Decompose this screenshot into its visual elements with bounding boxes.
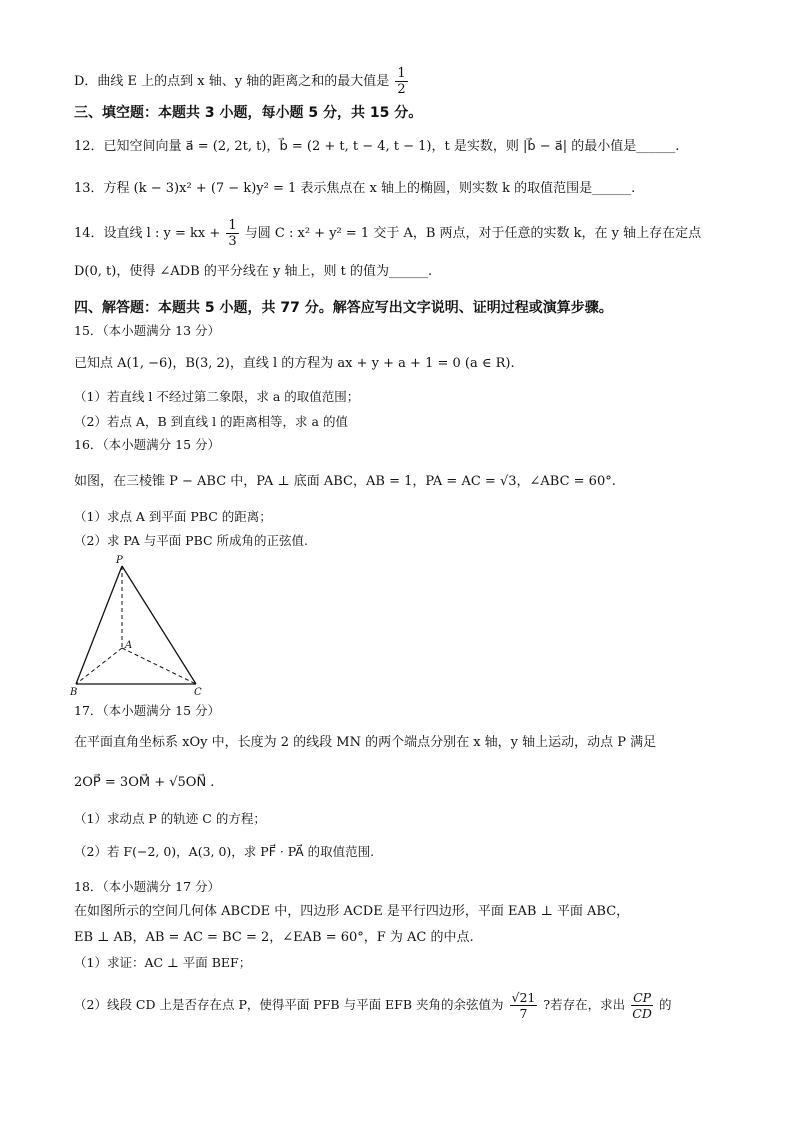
- question-17-header: 17．（本小题满分 15 分）: [74, 703, 221, 718]
- question-15-header: 15．（本小题满分 13 分）: [74, 323, 221, 338]
- question-18-part2-start: （2）线段 CD 上是否存在点 P，使得平面 PFB 与平面 EFB 夹角的余弦值为: [74, 997, 504, 1012]
- question-15-part1: （1）若直线 l 不经过第二象限，求 a 的取值范围；: [74, 389, 360, 404]
- question-17-part1: （1）求动点 P 的轨迹 C 的方程；: [74, 811, 266, 826]
- fraction-denominator: CD: [632, 1006, 652, 1021]
- question-14-start: 14．设直线 l : y = kx +: [74, 226, 221, 241]
- question-17-equation: 2OP⃗ = 3OM⃗ + √5ON⃗ .: [74, 775, 215, 790]
- question-13: 13．方程 (k − 3)x² + (7 − k)y² = 1 表示焦点在 x 轴上的椭圆，则实数 k 的取值范围是______.: [74, 181, 636, 196]
- option-d-text: D．曲线 E 上的点到 x 轴、y 轴的距离之和的最大值是: [74, 74, 390, 89]
- ratio-fraction: [631, 990, 653, 1021]
- question-15-part2: （2）若点 A，B 到直线 l 的距离相等，求 a 的值: [74, 414, 348, 429]
- question-18-text2: EB ⊥ AB，AB = AC = BC = 2，∠EAB = 60°，F 为 AC 的中点.: [74, 930, 474, 945]
- question-18-header: 18．（本小题满分 17 分）: [74, 879, 221, 894]
- cosine-fraction: [510, 990, 538, 1021]
- question-15-text: 已知点 A(1, −6)，B(3, 2)，直线 l 的方程为 ax + y + a + 1 = 0 (a ∈ R).: [74, 356, 515, 371]
- question-16-part1: （1）求点 A 到平面 PBC 的距离；: [74, 509, 272, 524]
- edge-pc: [122, 566, 196, 684]
- fraction-numerator: √21: [511, 990, 536, 1005]
- fraction-denominator: 7: [519, 1006, 528, 1021]
- question-18-part2-end: 的: [659, 997, 672, 1012]
- label-b: B: [70, 687, 78, 698]
- question-14-line2: D(0, t)，使得 ∠ADB 的平分线在 y 轴上，则 t 的值为______.: [74, 264, 433, 279]
- question-18-part1: （1）求证：AC ⊥ 平面 BEF；: [74, 955, 252, 970]
- question-14-line1: [74, 218, 701, 249]
- question-17-text: 在平面直角坐标系 xOy 中，长度为 2 的线段 MN 的两个端点分别在 x 轴，y 轴上运动，动点 P 满足: [74, 735, 657, 750]
- fraction-denominator: 3: [228, 234, 237, 249]
- question-17-part2: （2）若 F(−2, 0)，A(3, 0)，求 PF⃗ · PA⃗ 的取值范围.: [74, 844, 375, 859]
- label-a: A: [125, 640, 133, 651]
- question-16-text: 如图，在三棱锥 P − ABC 中，PA ⊥ 底面 ABC，AB = 1，PA = AC = √3，∠ABC = 60°.: [74, 474, 616, 489]
- question-18-part2-mid: ?若存在，求出: [543, 997, 626, 1012]
- question-18-text1: 在如图所示的空间几何体 ABCDE 中，四边形 ACDE 是平行四边形，平面 EAB ⊥ 平面 ABC，: [74, 904, 630, 919]
- pyramid-figure: [66, 554, 216, 698]
- question-18-part2: [74, 990, 672, 1021]
- question-16-header: 16．（本小题满分 15 分）: [74, 437, 221, 452]
- label-p: P: [116, 555, 123, 566]
- question-14-fraction: [226, 218, 238, 249]
- question-16-part2: （2）求 PA 与平面 PBC 所成角的正弦值.: [74, 533, 309, 548]
- fraction-numerator: 1: [397, 66, 406, 81]
- label-c: C: [194, 687, 202, 698]
- fraction-numerator: 1: [228, 218, 237, 233]
- option-d-fraction: [395, 66, 407, 97]
- fraction-numerator: CP: [633, 990, 652, 1005]
- question-14-rest: 与圆 C : x² + y² = 1 交于 A，B 两点，对于任意的实数 k，在 y 轴上存在定点: [244, 226, 702, 241]
- option-d: [74, 66, 410, 97]
- question-12: 12．已知空间向量 a⃗ = (2, 2t, t)，b⃗ = (2 + t, t − 4, t − 1)，t 是实数，则 |b⃗ − a⃗| 的最小值是______.: [74, 139, 680, 154]
- fraction-denominator: 2: [397, 82, 406, 97]
- section-fill-blank-heading: 三、填空题：本题共 3 小题，每小题 5 分，共 15 分。: [74, 105, 423, 121]
- section-answer-heading: 四、解答题：本题共 5 小题，共 77 分。解答应写出文字说明、证明过程或演算步骤。: [74, 300, 613, 316]
